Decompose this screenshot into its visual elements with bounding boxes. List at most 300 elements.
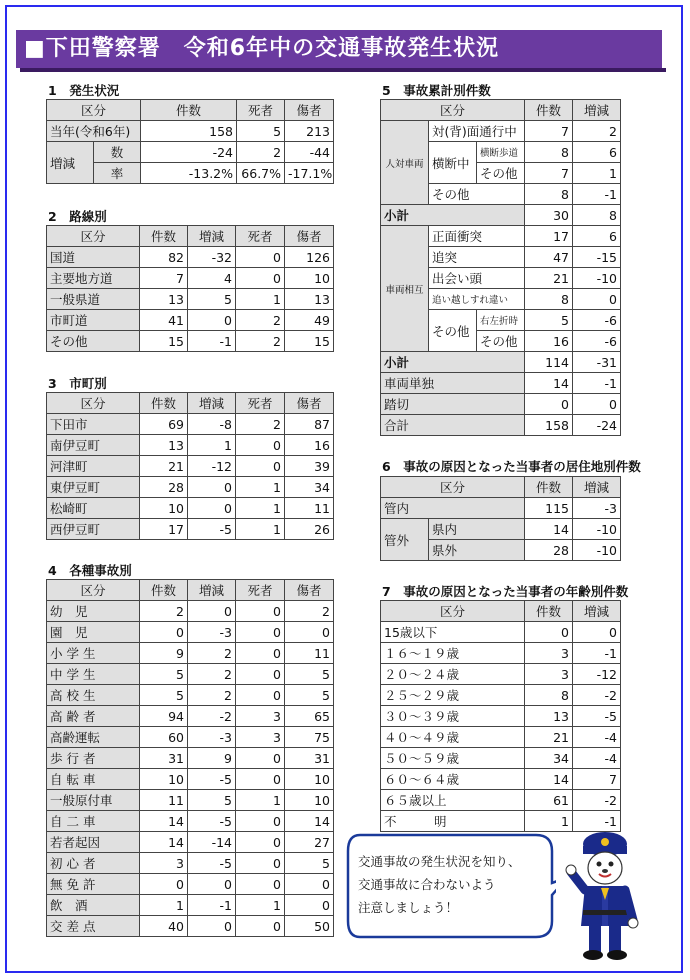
cell: 0 xyxy=(140,622,188,643)
cell: 1 xyxy=(188,435,236,456)
group-label: 人対車両 xyxy=(381,121,429,205)
row-label: 市町道 xyxy=(47,310,140,331)
cell: 27 xyxy=(285,832,334,853)
table-row xyxy=(381,748,621,769)
cell: -3 xyxy=(188,622,236,643)
row-label: 歩 行 者 xyxy=(47,748,140,769)
cell: 2 xyxy=(140,601,188,622)
bubble-line: 交通事故に合わないよう xyxy=(358,877,496,892)
cell: 28 xyxy=(525,540,573,561)
row-label: 高 齢 者 xyxy=(47,706,140,727)
cell: 39 xyxy=(285,456,334,477)
row-label: ２０～２４歳 xyxy=(381,664,525,685)
cell: 17 xyxy=(525,226,573,247)
cell: 4 xyxy=(188,268,236,289)
row-label: 増減 xyxy=(47,142,94,184)
row-label: 県外 xyxy=(429,540,525,561)
cell: 34 xyxy=(525,748,573,769)
cell: -5 xyxy=(188,519,236,540)
row-label: その他 xyxy=(429,310,477,352)
cell: 94 xyxy=(140,706,188,727)
header-cell: 件数 xyxy=(525,601,573,622)
table-row xyxy=(47,916,334,937)
header-cell: 傷者 xyxy=(285,393,334,414)
cell: -12 xyxy=(188,456,236,477)
header-cell: 区分 xyxy=(47,393,140,414)
section1-table xyxy=(46,99,334,184)
cell: 0 xyxy=(236,832,285,853)
section3-table xyxy=(46,392,334,540)
row-label: 下田市 xyxy=(47,414,140,435)
cell: 69 xyxy=(140,414,188,435)
row-label: 河津町 xyxy=(47,456,140,477)
cell: 5 xyxy=(285,853,334,874)
table-row xyxy=(381,226,621,247)
cell: -5 xyxy=(573,706,621,727)
table-row xyxy=(47,100,334,121)
table-row xyxy=(381,415,621,436)
cell: 34 xyxy=(285,477,334,498)
header-cell: 傷者 xyxy=(285,226,334,247)
row-label: 踏切 xyxy=(381,394,525,415)
section3-title: 3 市町別 xyxy=(48,376,107,391)
cell: 0 xyxy=(188,601,236,622)
row-label: ３０～３９歳 xyxy=(381,706,525,727)
cell: 47 xyxy=(525,247,573,268)
title-shadow xyxy=(20,68,666,72)
table-row xyxy=(47,790,334,811)
section4-table xyxy=(46,579,334,937)
cell: 1 xyxy=(236,895,285,916)
row-label: 松崎町 xyxy=(47,498,140,519)
cell: -31 xyxy=(573,352,621,373)
cell: 0 xyxy=(285,895,334,916)
cell: 14 xyxy=(525,519,573,540)
total-label: 合計 xyxy=(381,415,525,436)
cell: -17.1% xyxy=(285,163,334,184)
cell: 75 xyxy=(285,727,334,748)
cell: 0 xyxy=(285,874,334,895)
table-row xyxy=(381,622,621,643)
cell: 0 xyxy=(236,643,285,664)
header-cell: 件数 xyxy=(140,580,188,601)
cell: 9 xyxy=(140,643,188,664)
row-label: ５０～５９歳 xyxy=(381,748,525,769)
cell: 0 xyxy=(188,498,236,519)
row-label: 主要地方道 xyxy=(47,268,140,289)
subtotal-label: 小計 xyxy=(381,205,525,226)
cell: 0 xyxy=(236,268,285,289)
cell: 1 xyxy=(573,163,621,184)
cell: 5 xyxy=(237,121,285,142)
cell: 14 xyxy=(285,811,334,832)
cell: -5 xyxy=(188,811,236,832)
table-row xyxy=(47,310,334,331)
cell: 0 xyxy=(236,874,285,895)
table-row xyxy=(47,853,334,874)
section1-title: 1 発生状況 xyxy=(48,83,120,98)
cell: 0 xyxy=(285,622,334,643)
row-label: 一般原付車 xyxy=(47,790,140,811)
group-label: 車両相互 xyxy=(381,226,429,352)
row-label: 無 免 許 xyxy=(47,874,140,895)
row-label: 交 差 点 xyxy=(47,916,140,937)
cell: 0 xyxy=(573,289,621,310)
header-cell: 件数 xyxy=(140,226,188,247)
cell: 0 xyxy=(236,811,285,832)
table-row xyxy=(381,373,621,394)
table-row xyxy=(47,393,334,414)
header-cell: 増減 xyxy=(188,393,236,414)
section7-title: 7 事故の原因となった当事者の年齢別件数 xyxy=(382,584,629,599)
table-row xyxy=(381,121,621,142)
row-label: 自 転 車 xyxy=(47,769,140,790)
table-row xyxy=(47,142,334,163)
section7-table xyxy=(380,600,621,832)
cell: 0 xyxy=(236,853,285,874)
cell: 28 xyxy=(140,477,188,498)
cell: 7 xyxy=(140,268,188,289)
header-cell: 区分 xyxy=(381,601,525,622)
cell: 13 xyxy=(525,706,573,727)
header-cell: 増減 xyxy=(573,601,621,622)
header-cell: 区分 xyxy=(47,226,140,247)
cell: 0 xyxy=(236,664,285,685)
cell: -2 xyxy=(188,706,236,727)
cell: 40 xyxy=(140,916,188,937)
row-label: 一般県道 xyxy=(47,289,140,310)
table-row xyxy=(381,352,621,373)
cell: 5 xyxy=(188,289,236,310)
cell: -6 xyxy=(573,331,621,352)
header-cell: 件数 xyxy=(140,393,188,414)
row-label: ６５歳以上 xyxy=(381,790,525,811)
row-label: 管内 xyxy=(381,498,525,519)
header-cell: 区分 xyxy=(47,580,140,601)
cell: 0 xyxy=(573,622,621,643)
cell: -12 xyxy=(573,664,621,685)
cell: 2 xyxy=(188,685,236,706)
cell: -32 xyxy=(188,247,236,268)
cell: 0 xyxy=(236,748,285,769)
table-row xyxy=(47,435,334,456)
cell: 1 xyxy=(236,498,285,519)
table-row xyxy=(47,519,334,540)
section4-title: 4 各種事故別 xyxy=(48,563,132,578)
cell: 5 xyxy=(140,664,188,685)
police-mascot-icon xyxy=(565,828,647,963)
table-row xyxy=(47,226,334,247)
header-cell: 件数 xyxy=(525,477,573,498)
cell: 5 xyxy=(285,664,334,685)
cell: 10 xyxy=(285,790,334,811)
cell: -10 xyxy=(573,268,621,289)
section5-table xyxy=(380,99,621,436)
bubble-text xyxy=(358,850,548,919)
cell: -1 xyxy=(188,895,236,916)
header-cell: 死者 xyxy=(236,393,285,414)
header-cell: 区分 xyxy=(47,100,141,121)
cell: -2 xyxy=(573,685,621,706)
cell: 6 xyxy=(573,142,621,163)
cell: 0 xyxy=(236,622,285,643)
cell: 50 xyxy=(285,916,334,937)
cell: 126 xyxy=(285,247,334,268)
cell: 30 xyxy=(525,205,573,226)
bubble-line: 交通事故の発生状況を知り、 xyxy=(358,854,521,869)
cell: 0 xyxy=(236,916,285,937)
cell: 2 xyxy=(188,664,236,685)
header-cell: 件数 xyxy=(141,100,237,121)
cell: -14 xyxy=(188,832,236,853)
cell: -3 xyxy=(188,727,236,748)
table-row xyxy=(381,394,621,415)
table-row xyxy=(47,580,334,601)
cell: 2 xyxy=(237,142,285,163)
row-label: その他 xyxy=(47,331,140,352)
cell: 21 xyxy=(525,268,573,289)
cell: -10 xyxy=(573,540,621,561)
row-label: 高齢運転 xyxy=(47,727,140,748)
table-row xyxy=(47,414,334,435)
table-row xyxy=(47,643,334,664)
cell: 8 xyxy=(525,685,573,706)
cell: -1 xyxy=(573,373,621,394)
row-label: 数 xyxy=(94,142,141,163)
header-cell: 区分 xyxy=(381,100,525,121)
cell: 1 xyxy=(236,289,285,310)
table-row xyxy=(381,664,621,685)
table-row xyxy=(381,601,621,622)
table-row xyxy=(47,769,334,790)
cell: 2 xyxy=(285,601,334,622)
header-cell: 区分 xyxy=(381,477,525,498)
bubble-line: 注意しましょう！ xyxy=(358,900,459,915)
cell: -6 xyxy=(573,310,621,331)
row-label: 追突 xyxy=(429,247,525,268)
row-label: 飲 酒 xyxy=(47,895,140,916)
table-row xyxy=(47,664,334,685)
cell: 0 xyxy=(236,769,285,790)
row-label: その他 xyxy=(477,163,525,184)
cell: 87 xyxy=(285,414,334,435)
cell: 2 xyxy=(236,310,285,331)
row-label: 正面衝突 xyxy=(429,226,525,247)
cell: -1 xyxy=(573,811,621,832)
cell: 14 xyxy=(140,832,188,853)
page-title: ■下田警察署 令和6年中の交通事故発生状況 xyxy=(16,30,662,68)
cell: 31 xyxy=(140,748,188,769)
cell: 8 xyxy=(525,142,573,163)
cell: 3 xyxy=(525,643,573,664)
table-row xyxy=(47,706,334,727)
section6-title: 6 事故の原因となった当事者の居住地別件数 xyxy=(382,459,641,474)
row-label: その他 xyxy=(477,331,525,352)
cell: -4 xyxy=(573,748,621,769)
row-label: １６～１９歳 xyxy=(381,643,525,664)
row-label: ６０～６４歳 xyxy=(381,769,525,790)
row-label: 率 xyxy=(94,163,141,184)
cell: 15 xyxy=(140,331,188,352)
cell: -3 xyxy=(573,498,621,519)
cell: -44 xyxy=(285,142,334,163)
cell: 0 xyxy=(525,394,573,415)
cell: 21 xyxy=(525,727,573,748)
cell: 61 xyxy=(525,790,573,811)
cell: 13 xyxy=(140,289,188,310)
cell: 0 xyxy=(188,874,236,895)
cell: 3 xyxy=(525,664,573,685)
cell: 13 xyxy=(140,435,188,456)
cell: -5 xyxy=(188,853,236,874)
cell: -8 xyxy=(188,414,236,435)
row-label: 中 学 生 xyxy=(47,664,140,685)
cell: 14 xyxy=(525,373,573,394)
section2-table xyxy=(46,225,334,352)
cell: 5 xyxy=(140,685,188,706)
cell: 0 xyxy=(236,685,285,706)
cell: 1 xyxy=(236,477,285,498)
cell: 0 xyxy=(236,601,285,622)
table-row xyxy=(47,748,334,769)
header-cell: 傷者 xyxy=(285,580,334,601)
cell: 5 xyxy=(285,685,334,706)
cell: 14 xyxy=(525,769,573,790)
table-row xyxy=(47,121,334,142)
cell: -13.2% xyxy=(141,163,237,184)
cell: 16 xyxy=(525,331,573,352)
cell: 7 xyxy=(525,121,573,142)
row-label: 県内 xyxy=(429,519,525,540)
cell: 6 xyxy=(573,226,621,247)
cell: 2 xyxy=(236,331,285,352)
cell: -24 xyxy=(141,142,237,163)
cell: 10 xyxy=(285,769,334,790)
table-row xyxy=(47,895,334,916)
header-cell: 死者 xyxy=(236,226,285,247)
cell: 2 xyxy=(236,414,285,435)
cell: 8 xyxy=(525,289,573,310)
table-row xyxy=(47,268,334,289)
row-label: 小 学 生 xyxy=(47,643,140,664)
table-row xyxy=(47,456,334,477)
subtotal-label: 小計 xyxy=(381,352,525,373)
cell: 49 xyxy=(285,310,334,331)
cell: -1 xyxy=(573,184,621,205)
table-row xyxy=(47,289,334,310)
header-cell: 傷者 xyxy=(285,100,334,121)
cell: 15 xyxy=(285,331,334,352)
cell: 1 xyxy=(236,790,285,811)
table-row xyxy=(47,832,334,853)
cell: 0 xyxy=(140,874,188,895)
cell: 0 xyxy=(188,916,236,937)
row-label: ２５～２９歳 xyxy=(381,685,525,706)
row-label: その他 xyxy=(429,184,525,205)
header-cell: 死者 xyxy=(237,100,285,121)
table-row xyxy=(381,100,621,121)
row-label: 若者起因 xyxy=(47,832,140,853)
cell: 0 xyxy=(188,310,236,331)
cell: 115 xyxy=(525,498,573,519)
table-row xyxy=(47,477,334,498)
row-label: ４０～４９歳 xyxy=(381,727,525,748)
row-label: 自 二 車 xyxy=(47,811,140,832)
table-row xyxy=(381,790,621,811)
table-row xyxy=(47,498,334,519)
cell: 2 xyxy=(573,121,621,142)
cell: 9 xyxy=(188,748,236,769)
table-row xyxy=(381,477,621,498)
cell: 3 xyxy=(140,853,188,874)
cell: 65 xyxy=(285,706,334,727)
table-row xyxy=(381,643,621,664)
cell: -1 xyxy=(188,331,236,352)
table-row xyxy=(381,727,621,748)
row-label: 園 児 xyxy=(47,622,140,643)
table-row xyxy=(381,685,621,706)
table-row xyxy=(47,727,334,748)
cell: -10 xyxy=(573,519,621,540)
row-label: 西伊豆町 xyxy=(47,519,140,540)
cell: 26 xyxy=(285,519,334,540)
cell: 66.7% xyxy=(237,163,285,184)
header-cell: 増減 xyxy=(188,580,236,601)
cell: 0 xyxy=(525,622,573,643)
row-label: 不 明 xyxy=(381,811,525,832)
row-label: 幼 児 xyxy=(47,601,140,622)
cell: 14 xyxy=(140,811,188,832)
row-label: 車両単独 xyxy=(381,373,525,394)
cell: 3 xyxy=(236,727,285,748)
row-label: 管外 xyxy=(381,519,429,561)
row-label: 15歳以下 xyxy=(381,622,525,643)
cell: 60 xyxy=(140,727,188,748)
section5-title: 5 事故累計別件数 xyxy=(382,83,491,98)
row-label: 横断中 xyxy=(429,142,477,184)
row-label: 初 心 者 xyxy=(47,853,140,874)
row-label: 横断歩道 xyxy=(477,142,525,163)
table-row xyxy=(47,247,334,268)
cell: 17 xyxy=(140,519,188,540)
row-label: 右左折時 xyxy=(477,310,525,331)
row-label: 当年(令和6年) xyxy=(47,121,141,142)
cell: 10 xyxy=(140,769,188,790)
table-row xyxy=(47,874,334,895)
cell: 1 xyxy=(140,895,188,916)
cell: -1 xyxy=(573,643,621,664)
table-row xyxy=(381,205,621,226)
cell: 11 xyxy=(285,498,334,519)
cell: 7 xyxy=(573,769,621,790)
cell: 10 xyxy=(140,498,188,519)
table-row xyxy=(47,685,334,706)
table-row xyxy=(47,331,334,352)
header-cell: 死者 xyxy=(236,580,285,601)
header-cell: 増減 xyxy=(573,477,621,498)
row-label: 対(背)面通行中 xyxy=(429,121,525,142)
cell: -24 xyxy=(573,415,621,436)
cell: 1 xyxy=(236,519,285,540)
cell: 8 xyxy=(573,205,621,226)
cell: 31 xyxy=(285,748,334,769)
header-cell: 件数 xyxy=(525,100,573,121)
row-label: 南伊豆町 xyxy=(47,435,140,456)
table-row xyxy=(381,706,621,727)
cell: 41 xyxy=(140,310,188,331)
cell: -15 xyxy=(573,247,621,268)
table-row xyxy=(381,769,621,790)
